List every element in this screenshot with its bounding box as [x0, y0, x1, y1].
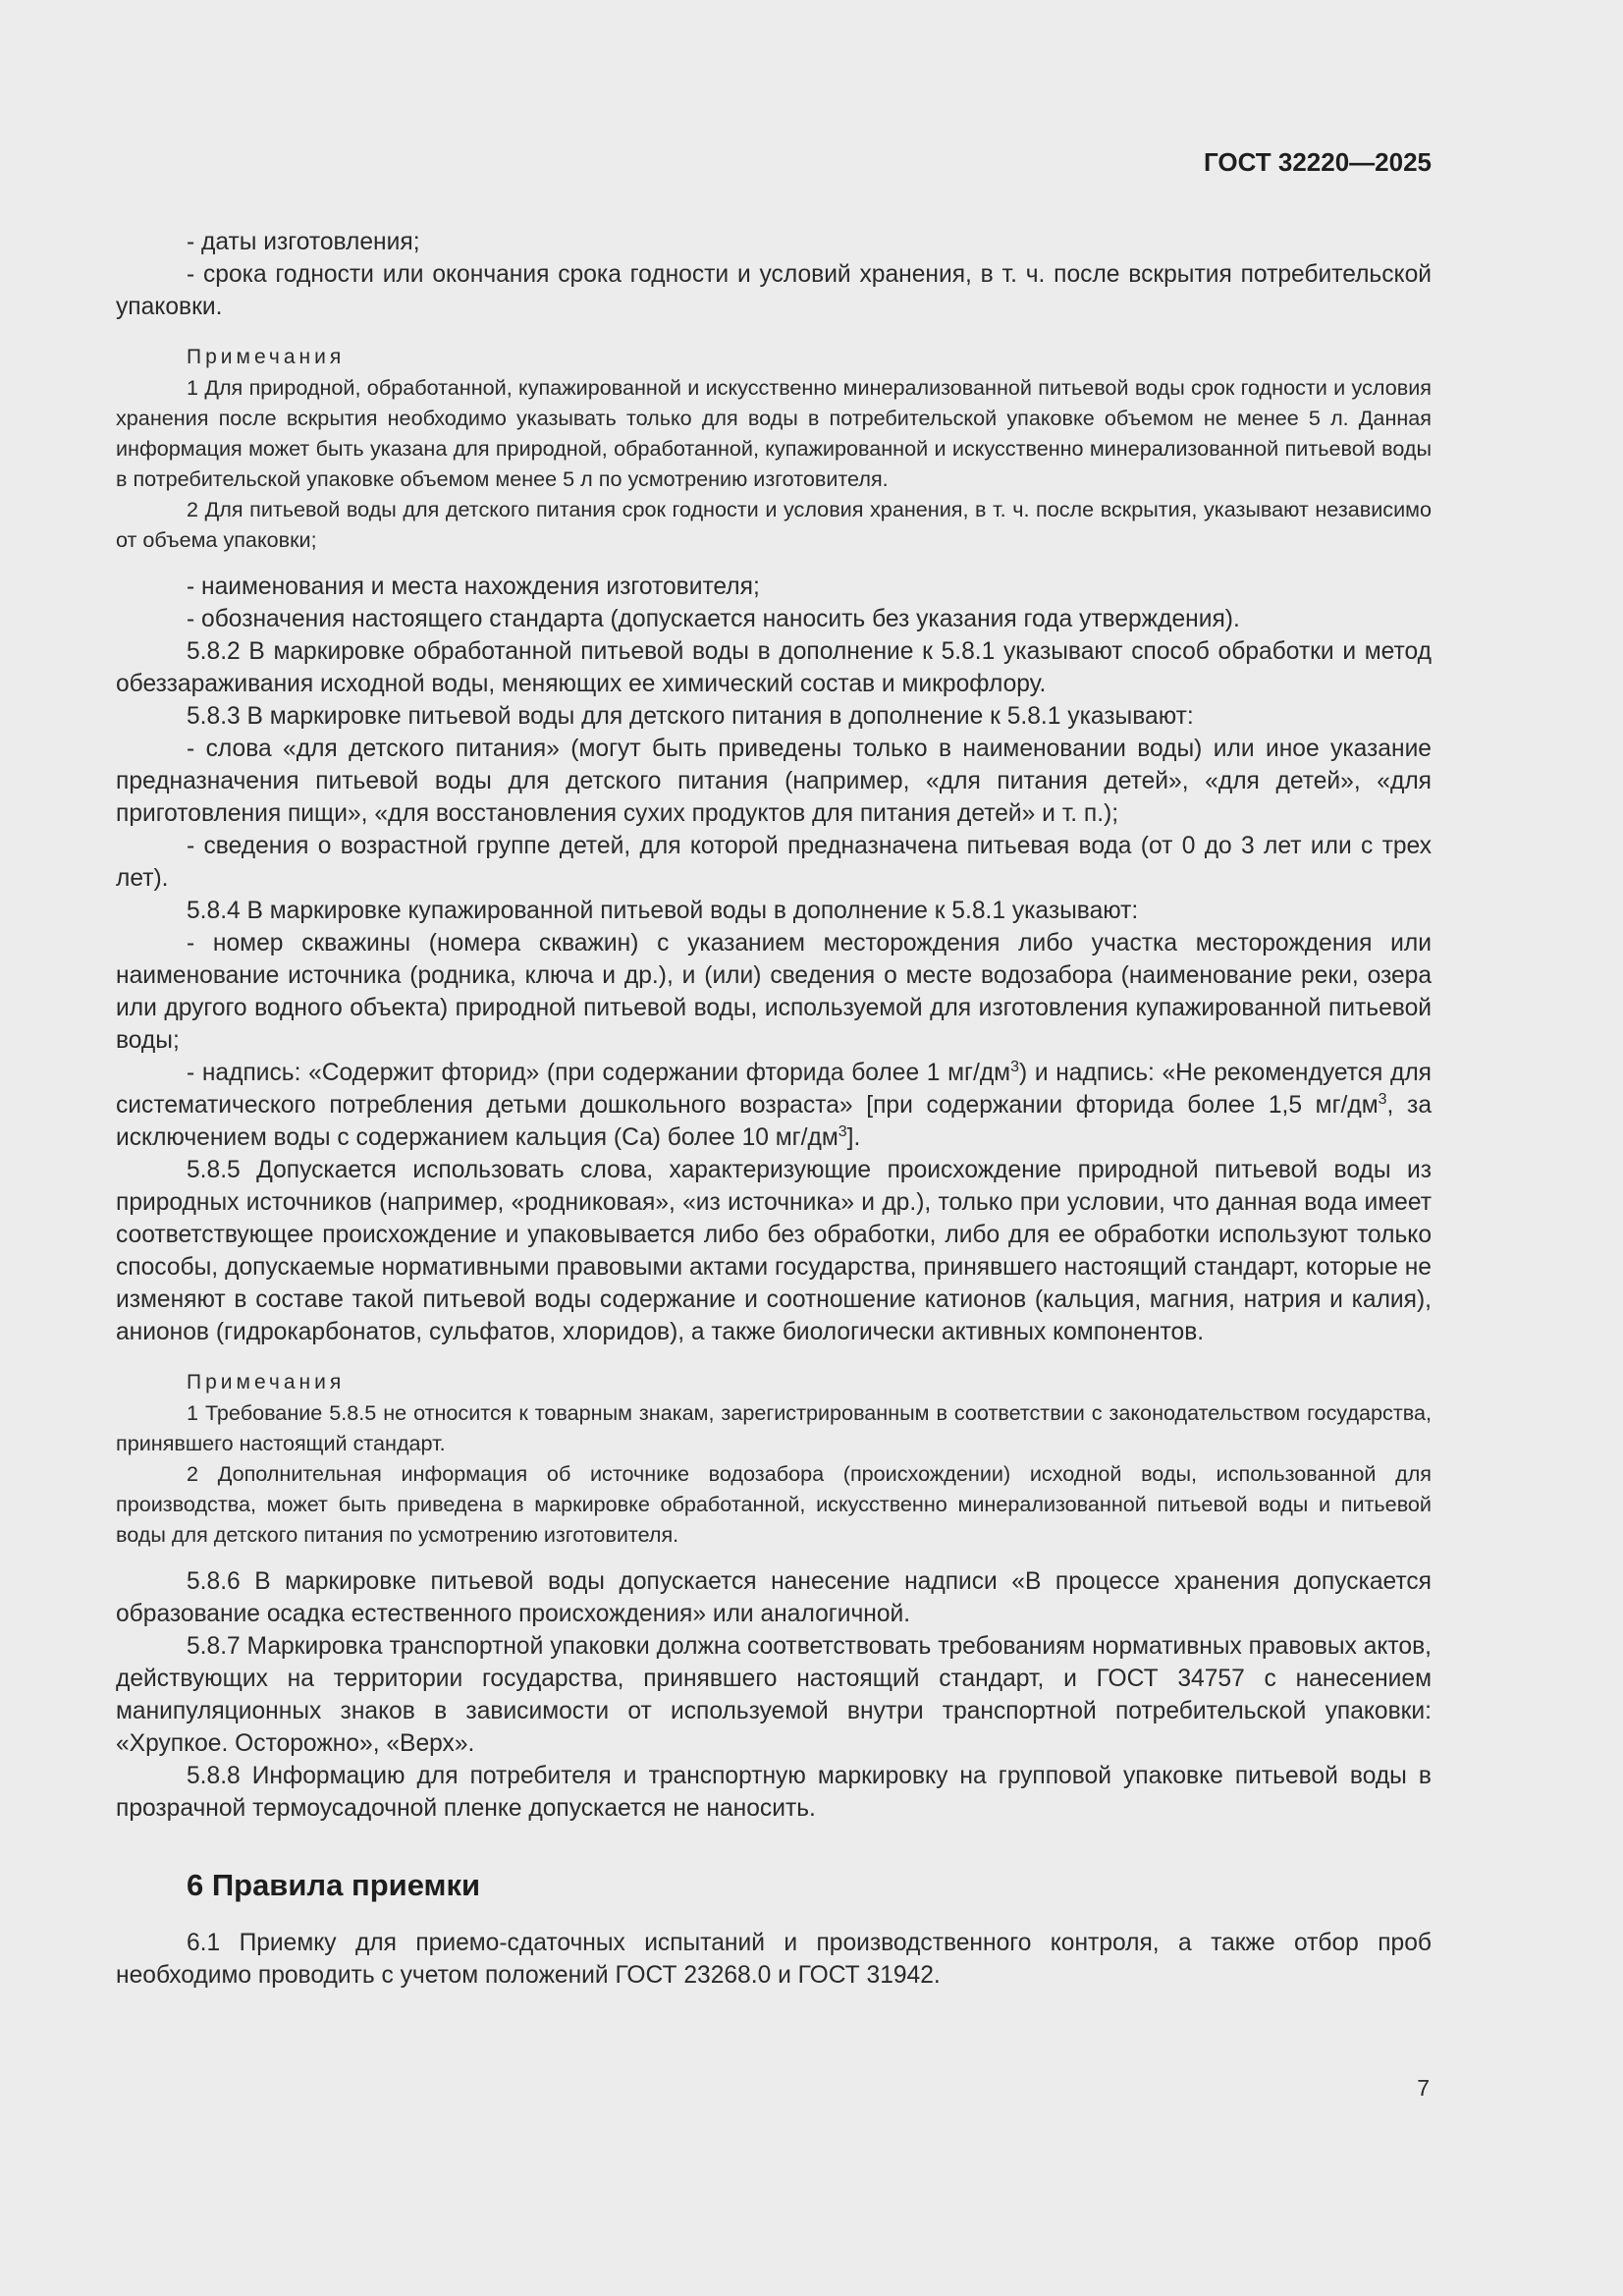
notes-title: Примечания — [187, 346, 346, 368]
superscript-3: 3 — [1010, 1058, 1019, 1075]
document-header: ГОСТ 32220—2025 — [1204, 147, 1432, 177]
list-item: - даты изготовления; — [187, 229, 420, 255]
fluoride-text-part4: ]. — [846, 1124, 861, 1151]
superscript-3: 3 — [838, 1122, 847, 1140]
clause-5-8-6: 5.8.6 В маркировке питьевой воды допускается нанесение надписи «В процессе хранения допускается образование осадка естественного происхождения» или аналогичной. — [116, 1568, 1432, 1627]
clause-5-8-2: 5.8.2 В маркировке обработанной питьевой воды в дополнение к 5.8.1 указывают способ обработки и метод обеззараживания исходной воды, меняющих ее химический состав и микрофлору. — [116, 638, 1432, 697]
clause-6-1: 6.1 Приемку для приемо-сдаточных испытаний и производственного контроля, а также отбор проб необходимо проводить с учетом положений ГОСТ 23268.0 и ГОСТ 31942. — [116, 1930, 1432, 1989]
note-item: 1 Для природной, обработанной, купажированной и искусственно минерализованной питьевой воды срок годности и условия хранения после вскрытия необходимо указывать только для воды в потребительской упаковке объемом не менее 5 л. Данная информация может быть указана для природной, обработанной, купажированной и искусственно минерализованной питьевой воды в потребительской упаковке объемом менее 5 л по усмотрению изготовителя. — [116, 375, 1432, 491]
fluoride-text-part1: - надпись: «Содержит фторид» (при содержании фторида более 1 мг/дм — [187, 1060, 1011, 1086]
page-number: 7 — [1417, 2075, 1430, 2101]
list-item: - номер скважины (номера скважин) с указанием месторождения либо участка месторождения или наименование источника (родника, ключа и др.), и (или) сведения о месте водозабора (наименование реки, озера или другого водного объекта) природной питьевой воды, используемой для изготовления купажированной питьевой воды; — [116, 930, 1432, 1054]
list-item: - срока годности или окончания срока годности и условий хранения, в т. ч. после вскрытия потребительской упаковки. — [116, 261, 1432, 320]
note-item: 1 Требование 5.8.5 не относится к товарным знакам, зарегистрированным в соответствии с законодательством государства, принявшего настоящий стандарт. — [116, 1400, 1432, 1455]
section-title: 6 Правила приемки — [187, 1868, 481, 1902]
list-item: - обозначения настоящего стандарта (допускается наносить без указания года утверждения). — [187, 606, 1240, 632]
fluoride-list-item — [116, 1057, 1432, 1154]
superscript-3: 3 — [1378, 1090, 1387, 1108]
notes-title: Примечания — [187, 1371, 346, 1394]
clause-5-8-5: 5.8.5 Допускается использовать слова, характеризующие происхождение природной питьевой воды из природных источников (например, «родниковая», «из источника» и др.), только при условии, что данная вода имеет соответствующее происхождение и упаковывается либо без обработки, либо для ее обработки используют только способы, допускаемые нормативными правовыми актами государства, принявшего настоящий стандарт, которые не изменяют в составе такой питьевой воды содержание и соотношение катионов (кальция, магния, натрия и калия), анионов (гидрокарбонатов, сульфатов, хлоридов), а также биологически активных компонентов. — [116, 1157, 1432, 1345]
fluoride-text-part2: ) и надпись: «Не рекомендуется для систематического потребления детьми дошкольного возраста» [при содержании фторида более 1,5 мг/дм — [116, 1060, 1432, 1119]
clause-5-8-4: 5.8.4 В маркировке купажированной питьевой воды в дополнение к 5.8.1 указывают: — [187, 898, 1139, 924]
clause-5-8-8: 5.8.8 Информацию для потребителя и транспортную маркировку на групповой упаковке питьевой воды в прозрачной термоусадочной пленке допускается не наносить. — [116, 1763, 1432, 1822]
list-item: - сведения о возрастной группе детей, для которой предназначена питьевая вода (от 0 до 3 лет или с трех лет). — [116, 833, 1432, 892]
note-item: 2 Для питьевой воды для детского питания срок годности и условия хранения, в т. ч. после вскрытия, указывают независимо от объема упаковки; — [116, 497, 1432, 552]
document-body — [116, 226, 1432, 1992]
list-item: - наименования и места нахождения изготовителя; — [187, 574, 760, 600]
fluoride-text-part3: , за исключением воды с содержанием кальция (Са) более 10 мг/дм — [116, 1092, 1432, 1151]
clause-5-8-7: 5.8.7 Маркировка транспортной упаковки должна соответствовать требованиям нормативных правовых актов, действующих на территории государства, принявшего настоящий стандарт, и ГОСТ 34757 с нанесением манипуляционных знаков в зависимости от используемой внутри транспортной потребительской упаковки: «Хрупкое. Осторожно», «Верх». — [116, 1633, 1432, 1757]
list-item: - слова «для детского питания» (могут быть приведены только в наименовании воды) или иное указание предназначения питьевой воды для детского питания (например, «для питания детей», «для детей», «для приготовления пищи», «для восстановления сухих продуктов для питания детей» и т. п.); — [116, 736, 1432, 827]
note-item: 2 Дополнительная информация об источнике водозабора (происхождении) исходной воды, использованной для производства, может быть приведена в маркировке обработанной, искусственно минерализованной питьевой воды и питьевой воды для детского питания по усмотрению изготовителя. — [116, 1461, 1432, 1547]
clause-5-8-3: 5.8.3 В маркировке питьевой воды для детского питания в дополнение к 5.8.1 указывают: — [187, 703, 1194, 730]
